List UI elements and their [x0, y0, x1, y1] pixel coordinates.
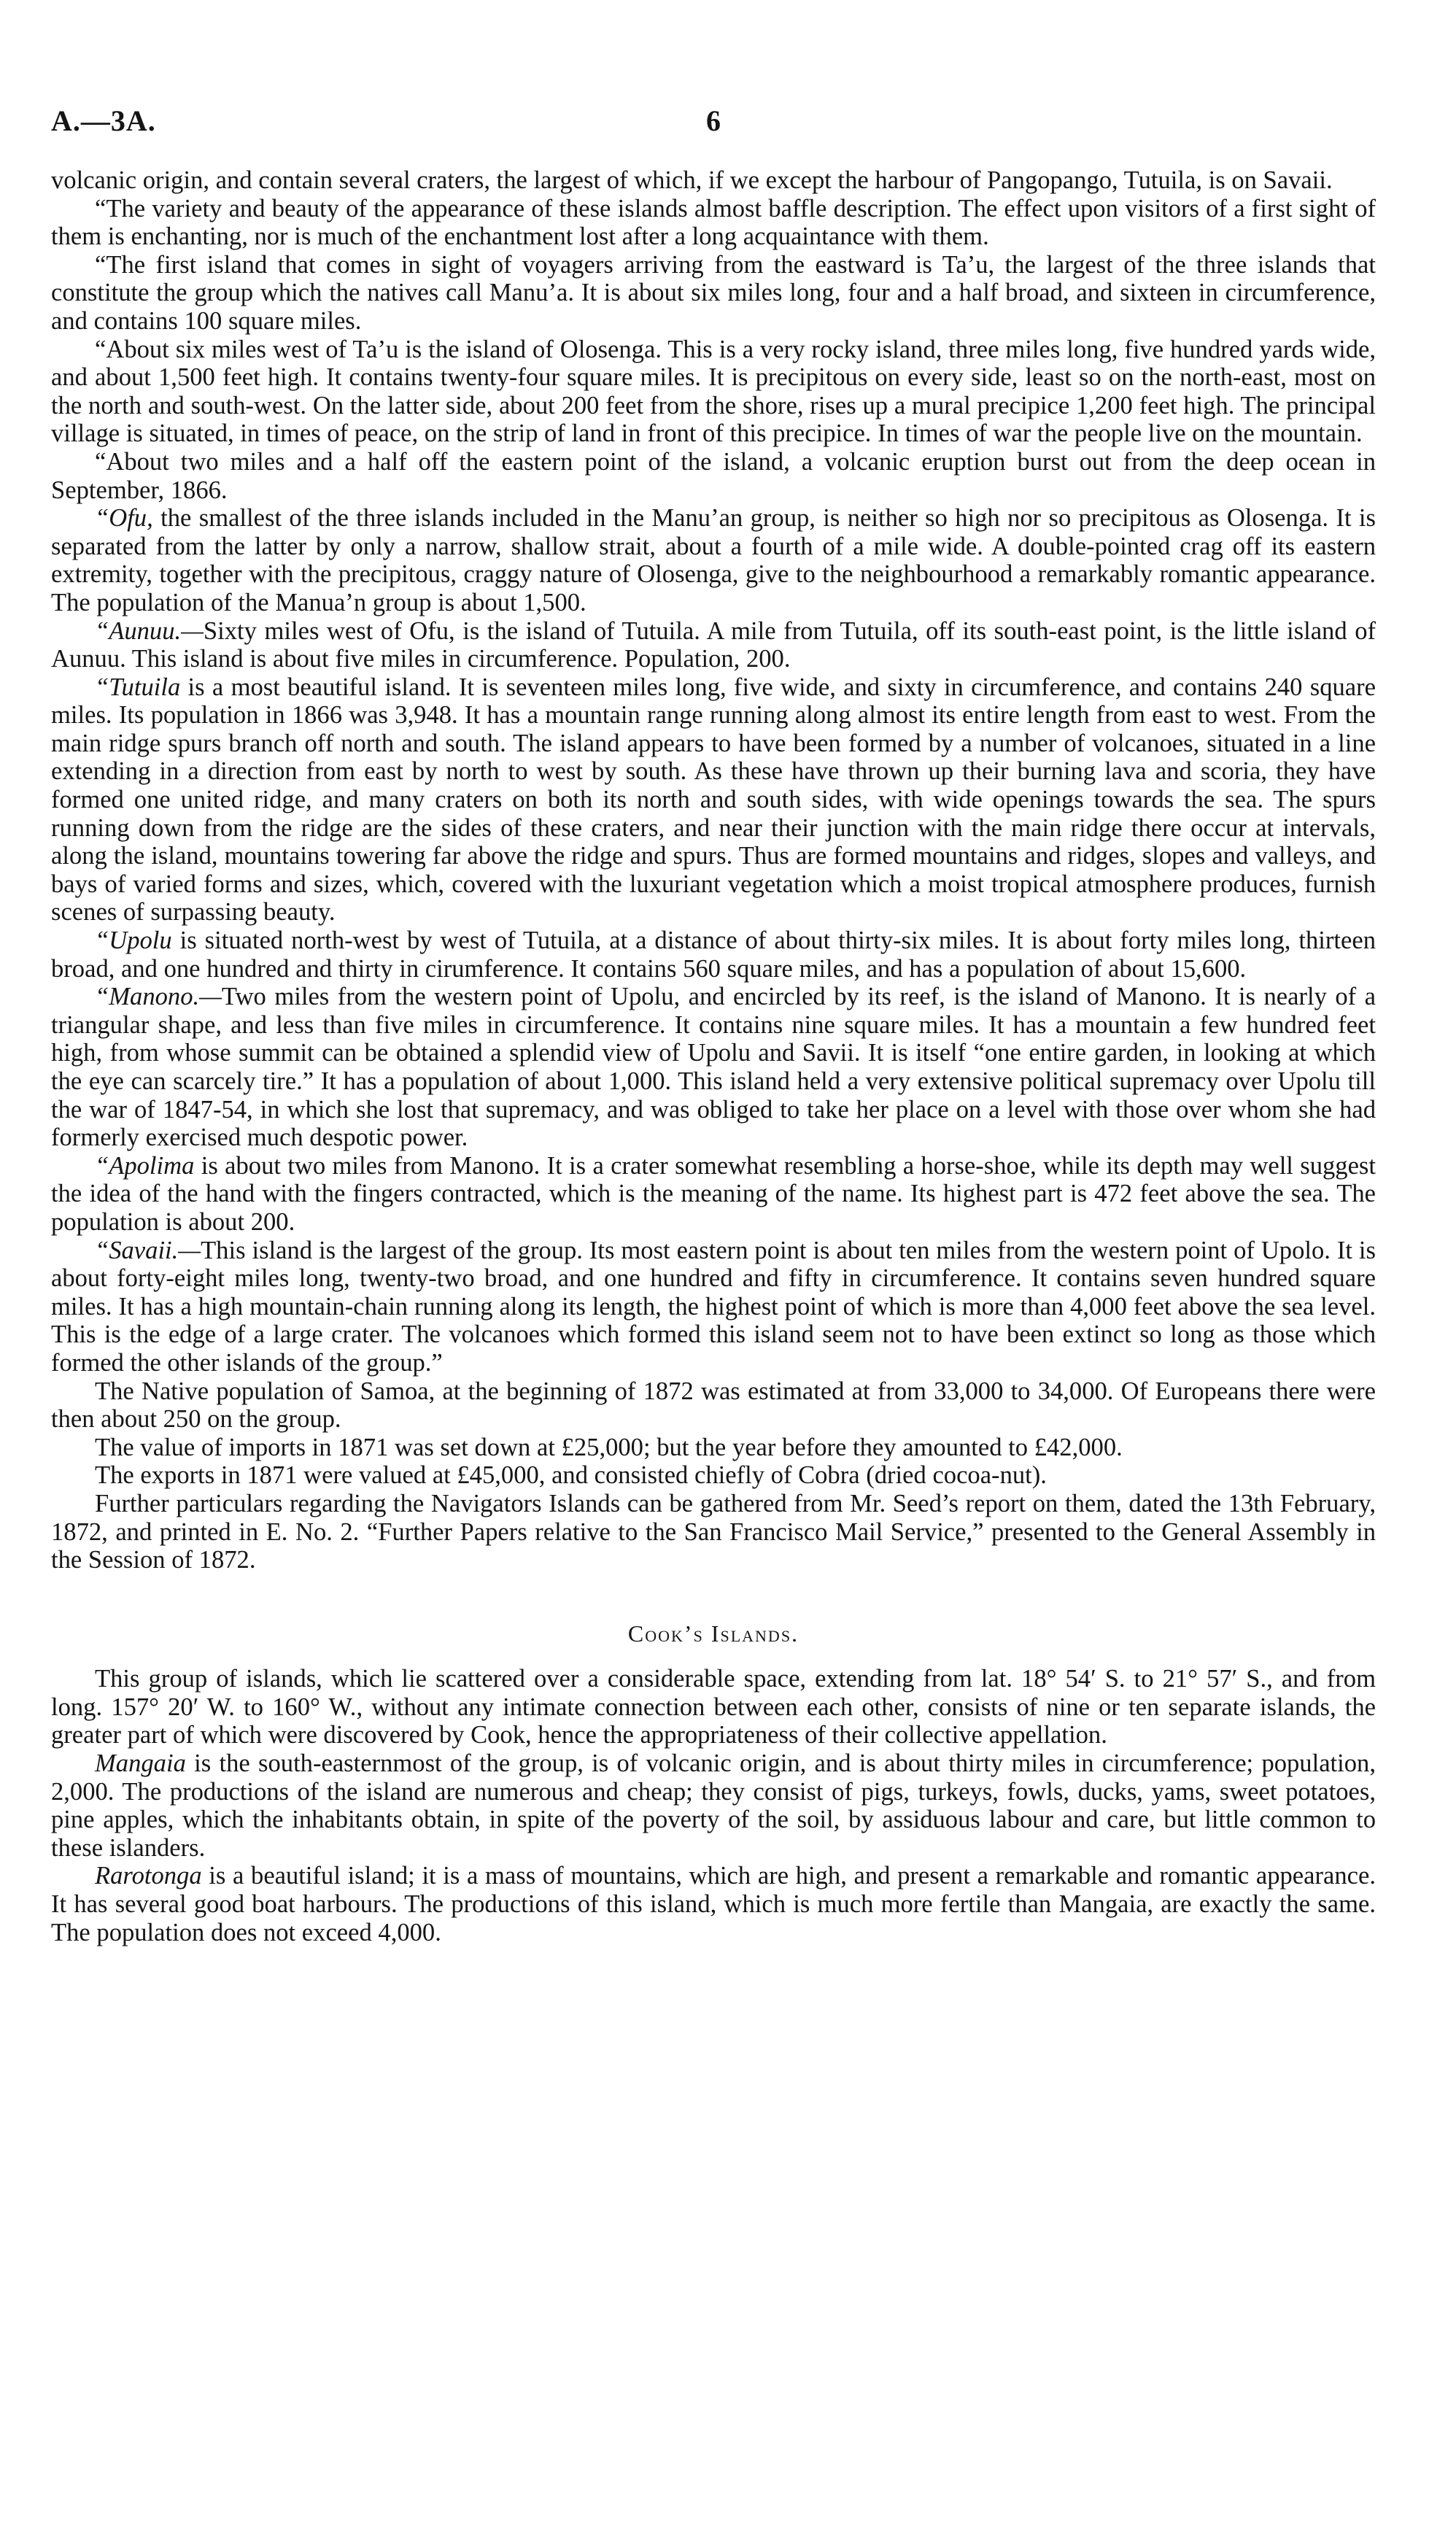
paragraph [51, 1377, 1376, 1434]
paragraph [51, 251, 1376, 336]
page-number: 6 [706, 104, 721, 137]
paragraph [51, 983, 1376, 1152]
paragraph [51, 1862, 1376, 1946]
paragraph [51, 1237, 1376, 1377]
paragraph [51, 336, 1376, 448]
paragraph-text: Sixty miles west of Ofu, is the island of Tutuila. A mile from Tutuila, off its south-east point, is the little island of Aunuu. This island is about five miles in circumference. Population, 200. [51, 616, 1376, 673]
paragraph-lead: “Savaii.— [95, 1236, 201, 1264]
paragraph [51, 1749, 1376, 1862]
paragraph-lead: Mangaia [95, 1749, 186, 1778]
paragraph-text: The value of imports in 1871 was set down at £25,000; but the year before they amounted to £42,000. [95, 1433, 1123, 1461]
document-reference: A.—3A. [51, 104, 156, 137]
paragraph-text: is a beautiful island; it is a mass of mountains, which are high, and present a remarkable and romantic appearance. It has several good boat harbours. The productions of this island, which is much more fertile than Mangaia, are exactly the same. The population does not exceed 4,000. [51, 1862, 1376, 1946]
paragraph-text: is the south-easternmost of the group, is of volcanic origin, and is about thirty miles in circumference; population, 2,000. The productions of the island are numerous and cheap; they consist of pigs, turkeys, fowls, ducks, yams, sweet potatoes, pine apples, which the inhabitants obtain, in spite of the poverty of the soil, by assiduous labour and care, but little common to these islanders. [51, 1749, 1376, 1862]
paragraph [51, 673, 1376, 927]
page-header [51, 104, 1376, 147]
paragraph-text: Two miles from the western point of Upolu, and encircled by its reef, is the island of Manono. It is nearly of a triangular shape, and less than five miles in circumference. It contains nine square miles. It has a mountain a few hundred feet high, from whose summit can be obtained a splendid view of Upolu and Savii. It is itself “one entire garden, in looking at which the eye can scarcely tire.” It has a population of about 1,000. This island held a very extensive political supremacy over Upolu till the war of 1847-54, in which she lost that supremacy, and was obliged to take her place on a level with those over whom she had formerly exercised much despotic power. [51, 983, 1376, 1152]
paragraph-lead: “Manono.— [95, 983, 222, 1011]
paragraph-lead: “Aunuu.— [95, 616, 204, 645]
paragraph [51, 1665, 1376, 1749]
paragraph [51, 1461, 1376, 1490]
paragraph [51, 1434, 1376, 1462]
paragraph-text: Further particulars regarding the Navigators Islands can be gathered from Mr. Seed’s report on them, dated the 13th February, 1872, and printed in E. No. 2. “Further Papers relative to the San Francisco Mail Service,” presented to the General Assembly in the Session of 1872. [51, 1489, 1376, 1574]
paragraph-lead: “Ofu, [95, 504, 153, 533]
paragraph-text: “About six miles west of Ta’u is the island of Olosenga. This is a very rocky island, three miles long, five hundred yards wide, and about 1,500 feet high. It contains twenty-four square miles. It is precipitous on every side, least so on the north-east, most on the north and south-west. On the latter side, about 200 feet from the shore, rises up a mural precipice 1,200 feet high. The principal village is situated, in times of peace, on the strip of land in front of this precipice. In times of war the people live on the mountain. [51, 335, 1376, 448]
paragraph-text: The exports in 1871 were valued at £45,000, and consisted chiefly of Cobra (dried cocoa-nut). [95, 1461, 1047, 1490]
paragraph-text: is situated north-west by west of Tutuila, at a distance of about thirty-six miles. It is about forty miles long, thirteen broad, and one hundred and thirty in cirumference. It contains 560 square miles, and has a population of about 15,600. [51, 927, 1376, 983]
paragraph [51, 448, 1376, 504]
paragraph-text: “The first island that comes in sight of voyagers arriving from the eastward is Ta’u, the largest of the three islands that constitute the group which the natives call Manu’a. It is about six miles long, four and a half broad, and sixteen in circumference, and contains 100 square miles. [51, 250, 1376, 335]
paragraph-text: The Native population of Samoa, at the beginning of 1872 was estimated at from 33,000 to 34,000. Of Europeans there were then about 250 on the group. [51, 1377, 1376, 1434]
paragraph-text: “About two miles and a half off the eastern point of the island, a volcanic eruption burst out from the deep ocean in September, 1866. [51, 447, 1376, 504]
paragraph-lead: Rarotonga [95, 1862, 202, 1890]
paragraph-text: volcanic origin, and contain several craters, the largest of which, if we except the harbour of Pangopango, Tutuila, is on Savaii. [51, 166, 1333, 194]
paragraph [51, 1152, 1376, 1237]
paragraph-lead: “Upolu [95, 927, 172, 955]
paragraph-lead: “Tutuila [95, 673, 181, 701]
paragraph [51, 927, 1376, 983]
paragraph [51, 166, 1376, 195]
paragraph-text: is a most beautiful island. It is seventeen miles long, five wide, and sixty in circumference, and contains 240 square miles. Its population in 1866 was 3,948. It has a mountain range running along almost its entire length from east to west. From the main ridge spurs branch off north and south. The island appears to have been formed by a number of volcanoes, situated in a line extending in a direction from east by north to west by south. As these have thrown up their burning lava and scoria, they have formed one united ridge, and many craters on both its north and south sides, with wide openings towards the sea. The spurs running down from the ridge are the sides of these craters, and near their junction with the main ridge there occur at intervals, along the island, mountains towering far above the ridge and spurs. Thus are formed mountains and ridges, slopes and valleys, and bays of varied forms and sizes, which, covered with the luxuriant vegetation which a moist tropical atmosphere produces, furnish scenes of surpassing beauty. [51, 673, 1376, 927]
paragraph [51, 504, 1376, 616]
paragraph-text: is about two miles from Manono. It is a crater somewhat resembling a horse-shoe, while its depth may well suggest the idea of the hand with the fingers contracted, which is the meaning of the name. Its highest part is 472 feet above the sea. The population is about 200. [51, 1151, 1376, 1236]
section-title [51, 1620, 1376, 1648]
section-title-text: Cook’s Islands. [627, 1620, 799, 1647]
paragraph-text: This island is the largest of the group. Its most eastern point is about ten miles from the western point of Upolo. It is about forty-eight miles long, twenty-two broad, and one hundred and fifty in circumference. It contains seven hundred square miles. It has a high mountain-chain running along its length, the highest point of which is more than 4,000 feet above the sea level. This is the edge of a large crater. The volcanoes which formed this island seem not to have been extinct so long as those which formed the other islands of the group.” [51, 1236, 1376, 1377]
paragraph-text: This group of islands, which lie scattered over a considerable space, extending from lat. 18° 54′ S. to 21° 57′ S., and from long. 157° 20′ W. to 160° W., without any intimate connection between each other, consists of nine or ten separate islands, the greater part of which were discovered by Cook, hence the appropriateness of their collective appellation. [51, 1665, 1376, 1749]
paragraph [51, 195, 1376, 251]
paragraph [51, 1490, 1376, 1574]
paragraph-lead: “Apolima [95, 1151, 195, 1180]
paragraph-text: “The variety and beauty of the appearance of these islands almost baffle description. The effect upon visitors of a first sight of them is enchanting, nor is much of the enchantment lost after a long acquaintance with them. [51, 194, 1376, 251]
paragraph [51, 617, 1376, 673]
body-text [51, 166, 1376, 1946]
paragraph-text: the smallest of the three islands included in the Manu’an group, is neither so high nor so precipitous as Olosenga. It is separated from the latter by only a narrow, shallow strait, about a fourth of a mile wide. A double-pointed crag off its eastern extremity, together with the precipitous, craggy nature of Olosenga, give to the neighbourhood a remarkably romantic appearance. The population of the Manua’n group is about 1,500. [51, 504, 1376, 616]
